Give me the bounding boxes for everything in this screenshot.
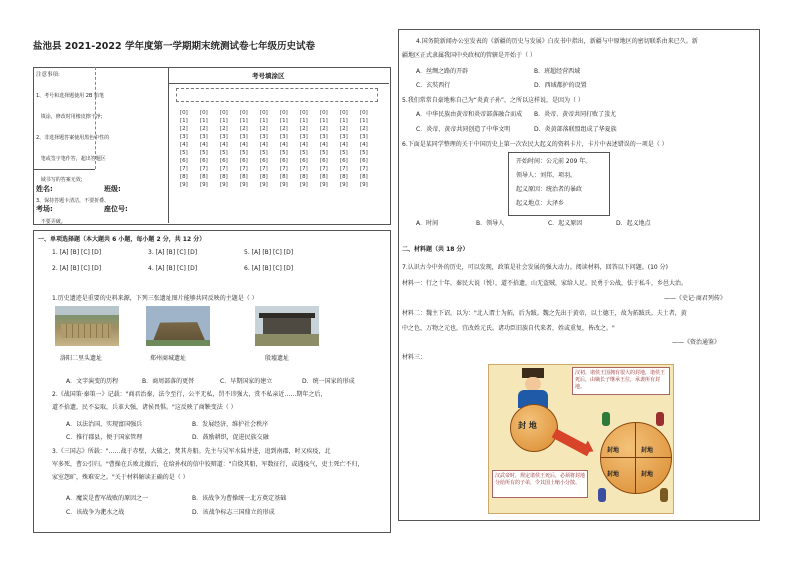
id-digit-column [220,109,228,189]
q3-option: C．该战争为淝水之战 [66,509,125,516]
answer-row[interactable]: 4. [A] [B] [C] [D] [148,265,198,272]
id-digit-bubble[interactable]: [5] [280,150,288,156]
id-digit-bubble[interactable]: [4] [240,142,248,148]
q4-option: A．丝绸之路的开辟 [416,68,469,75]
room-label: 考场: [36,205,53,213]
q3-option: A．魔炭是曹军战败的原因之一 [66,495,149,502]
id-digit-bubble[interactable]: [0] [320,110,328,116]
id-digit-bubble[interactable]: [3] [280,134,288,140]
id-digit-bubble[interactable]: [9] [240,182,248,188]
q3-line: 3.《三国志》所载："……战于赤壁，大破之，焚其舟船。先主与吴军水陆并进，追到南郡，时又疾疫，北 [52,448,331,455]
id-digit-bubble[interactable]: [2] [300,126,308,132]
q1-option: A．文字演变的历程 [66,378,119,385]
answer-row[interactable]: 6. [A] [B] [C] [D] [244,265,294,272]
section2-heading: 二、材料题（共 18 分） [402,246,469,253]
id-digit-bubble[interactable]: [4] [360,142,368,148]
id-area-title: 考号填涂区 [252,72,285,80]
id-digit-bubble[interactable]: [1] [340,118,348,124]
id-digit-bubble[interactable]: [3] [200,134,208,140]
photo-caption: 殷墟遗址 [265,355,290,362]
speech-bubble-top: 汉初，诸侯王国拥有很大的封地，诸侯王死后，由嫡长子继承王位，承袭所有封地。 [572,367,670,395]
id-digit-bubble[interactable]: [7] [340,166,348,172]
notes-line: 填涂，修改时用橡皮擦干净; [36,113,103,120]
id-digit-bubble[interactable]: [3] [300,134,308,140]
id-digit-bubble[interactable]: [5] [360,150,368,156]
id-digit-bubble[interactable]: [8] [180,174,188,180]
id-digit-bubble[interactable]: [7] [260,166,268,172]
q3-line: 家室怨旷，殊难安之。"关于材料解读正确的是（ ） [52,474,189,481]
id-digit-bubble[interactable]: [1] [360,118,368,124]
id-area-left-rule [168,67,170,223]
q4-line: 4.国务院新闻办公室发表的《新疆的历史与发展》白皮书中指出，新疆与中原地区的密切联系由来已久。新 [416,38,698,45]
q4-line: 疆地区正式隶属我国中央政权的管辖是开始于（ ） [402,52,536,59]
id-digit-bubble[interactable]: [4] [180,142,188,148]
small-fief-label: 封地 [641,447,654,454]
id-digit-bubble[interactable]: [7] [220,166,228,172]
yinxu-site-photo [255,306,319,346]
id-digit-bubble[interactable]: [6] [220,158,228,164]
q6-stem: 6.下面是某同学整理的关于中国历史上第一次农民大起义的资料卡片，卡片中表述错误的一项是（ ） [402,141,668,148]
q5-option: C．炎帝、黄帝共同创造了中华文明 [416,126,511,133]
q7-line: 材料三： [402,354,427,361]
id-digit-bubble[interactable]: [8] [320,174,328,180]
q4-option: D．西域都护的设置 [534,82,587,89]
seat-label: 座位号: [104,205,128,213]
id-digit-bubble[interactable]: [6] [240,158,248,164]
id-digit-bubble[interactable]: [8] [200,174,208,180]
id-digit-column [300,109,308,189]
notes-line: 1、考号和选择题使用 2B 铅笔 [36,92,104,99]
answer-row[interactable]: 1. [A] [B] [C] [D] [52,249,102,256]
id-digit-bubble[interactable]: [2] [260,126,268,132]
q3-line: 军多死，曹公引归。"曹操在兵败北撤后，在给孙权的信中狡辩道："自烧其船，军数征行，或遇疫气，吏士死亡不归， [52,461,364,468]
id-digit-bubble[interactable]: [4] [320,142,328,148]
q2-line: 道不拾遗，民不妄取，兵革大强，诸侯畏惧。"这反映了商鞅变法（ ） [52,404,237,411]
q1-stem: 1.历史遗迹是重要的史料来源，下列三张遗址图片能够共同反映的主题是（ ） [52,295,258,302]
answer-row[interactable]: 5. [A] [B] [C] [D] [244,249,294,256]
big-fief-label: 封 地 [518,421,537,430]
id-digit-bubble[interactable]: [0] [300,110,308,116]
name-label: 姓名: [36,185,53,193]
id-digit-bubble[interactable]: [9] [260,182,268,188]
id-digit-bubble[interactable]: [2] [220,126,228,132]
id-digit-bubble[interactable]: [2] [240,126,248,132]
q1-option: C．早期国家的建立 [220,378,273,385]
q5-option: D．炎黄部落联盟组成了华夏族 [534,126,617,133]
notes-line: 3、保持答题卡清洁，不要折叠、 [36,197,110,204]
q6-option: C．起义原因 [548,220,583,227]
id-digit-bubble[interactable]: [6] [320,158,328,164]
id-digit-column [260,109,268,189]
photo-caption: 郑州商城遗址 [150,355,187,362]
id-digit-bubble[interactable]: [3] [340,134,348,140]
id-digit-bubble[interactable]: [0] [280,110,288,116]
q6-card-line: 开始时间：公元前 209 年。 [516,158,592,165]
q4-option: B．班超经营西域 [534,68,581,75]
id-digit-bubble[interactable]: [9] [340,182,348,188]
q2-option: C．推行郡县，便于国家管理 [66,434,143,441]
q3-option: D．该战争标志三国鼎立的形成 [192,509,275,516]
small-fief-label: 封地 [607,447,620,454]
q6-card-line: 起义原因：统治者的暴政 [516,186,583,193]
id-digit-bubble[interactable]: [1] [320,118,328,124]
notes-line: 2、非选择题答案使用黑色中性的 [36,134,110,141]
id-digit-bubble[interactable]: [9] [300,182,308,188]
q6-card-line: 起义地点：大泽乡 [516,200,565,207]
id-digit-bubble[interactable]: [9] [180,182,188,188]
id-digit-bubble[interactable]: [8] [240,174,248,180]
id-digit-bubble[interactable]: [9] [280,182,288,188]
id-digit-bubble[interactable]: [7] [180,166,188,172]
id-digit-bubble[interactable]: [0] [200,110,208,116]
q6-card-line: 领导人：刘邦、项羽。 [516,172,577,179]
id-digit-bubble[interactable]: [1] [200,118,208,124]
q1-option: B．商周部落的更替 [142,378,195,385]
q7-line: 中之色，万物之元也，宜改姓元氏。诸功臣旧族自代来者，姓或重复，皆改之。" [402,325,615,332]
id-digit-bubble[interactable]: [5] [300,150,308,156]
q5-option: B．炎帝、黄帝共同打败了蚩尤 [534,111,617,118]
notes-line: 不要弄破。 [36,218,66,225]
id-digit-column [320,109,328,189]
id-digit-column [200,109,208,189]
id-digit-bubble[interactable]: [1] [260,118,268,124]
id-digit-column [240,109,248,189]
id-digit-bubble[interactable]: [3] [320,134,328,140]
small-fief-label: 封地 [607,471,620,478]
id-digit-bubble[interactable]: [2] [200,126,208,132]
id-digit-bubble[interactable]: [1] [300,118,308,124]
q7-line: 材料二：魏主下诏，以为："北人谓土为拓，后为跋。魏之先出于黄帝，以土德王，故为拓跋氏。夫土者，黄 [402,310,687,317]
id-digit-bubble[interactable]: [6] [300,158,308,164]
q3-option: B．该战争为曹操统一北方奠定基础 [192,495,287,502]
id-digit-bubble[interactable]: [0] [220,110,228,116]
id-digit-bubble[interactable]: [8] [280,174,288,180]
id-digit-bubble[interactable]: [0] [240,110,248,116]
erlitou-site-photo [55,306,119,346]
id-digit-bubble[interactable]: [4] [200,142,208,148]
id-digit-bubble[interactable]: [0] [180,110,188,116]
id-digit-bubble[interactable]: [4] [300,142,308,148]
id-digit-bubble[interactable]: [9] [200,182,208,188]
q1-option: D．统一国家的形成 [302,378,355,385]
id-write-row[interactable] [176,88,378,102]
q2-option: A．以法治国，实现富国强兵 [66,421,143,428]
exam-title: 盐池县 2021-2022 学年度第一学期期末统测试卷七年级历史试卷 [33,41,315,52]
id-digit-bubble[interactable]: [0] [260,110,268,116]
id-digit-bubble[interactable]: [6] [180,158,188,164]
q5-option: A．中华民族由黄帝和炎帝部落融合而成 [416,111,523,118]
id-digit-bubble[interactable]: [1] [220,118,228,124]
id-digit-bubble[interactable]: [5] [260,150,268,156]
id-digit-bubble[interactable]: [2] [280,126,288,132]
id-digit-bubble[interactable]: [4] [280,142,288,148]
q7-line: 7.认识古今中外的历史，可以发现，政策是社会发展的强大动力。阅读材料，回答以下问题。(10 分) [402,264,668,271]
id-digit-bubble[interactable]: [1] [180,118,188,124]
notes-heading: 注意事项: [36,72,60,78]
id-digit-column [280,109,288,189]
id-digit-bubble[interactable]: [7] [240,166,248,172]
id-digit-bubble[interactable]: [3] [180,134,188,140]
id-digit-bubble[interactable]: [7] [300,166,308,172]
id-digit-bubble[interactable]: [1] [280,118,288,124]
id-digit-bubble[interactable]: [3] [220,134,228,140]
id-digit-bubble[interactable]: [4] [260,142,268,148]
q7-source: ——《史记·商君列传》 [664,295,726,302]
id-digit-column [180,109,188,189]
q7-source: ——《资治通鉴》 [672,339,721,346]
id-digit-bubble[interactable]: [3] [240,134,248,140]
answer-row[interactable]: 3. [A] [B] [C] [D] [148,249,198,256]
id-digit-bubble[interactable]: [9] [220,182,228,188]
id-digit-bubble[interactable]: [2] [320,126,328,132]
id-digit-bubble[interactable]: [4] [340,142,348,148]
q5-stem: 5.我们常常自豪地称自己为“炎黄子孙”，之所以这样说，是因为（ ） [402,97,584,104]
q6-option: A．时间 [416,220,439,227]
id-digit-bubble[interactable]: [4] [220,142,228,148]
id-digit-bubble[interactable]: [0] [340,110,348,116]
id-digit-bubble[interactable]: [7] [280,166,288,172]
id-digit-bubble[interactable]: [8] [220,174,228,180]
id-digit-bubble[interactable]: [9] [320,182,328,188]
id-digit-bubble[interactable]: [5] [180,150,188,156]
speech-bubble-bottom: 汉武帝时，规定诸侯王死后，必须将封地分给所有的子弟，令其国土缩小分散。 [492,470,588,498]
id-digit-bubble[interactable]: [6] [360,158,368,164]
divided-fief-ball [600,422,672,494]
photo-caption: 洛阳二里头遗址 [60,355,103,362]
notes-line: 域书写的答案无效; [36,176,83,183]
id-digit-bubble[interactable]: [3] [260,134,268,140]
id-digit-bubble[interactable]: [1] [240,118,248,124]
zhengzhou-site-photo [146,306,210,346]
id-digit-bubble[interactable]: [6] [200,158,208,164]
id-digit-bubble[interactable]: [6] [260,158,268,164]
q4-option: C．玄奘西行 [416,82,451,89]
q6-option: B．领导人 [476,220,505,227]
id-digit-bubble[interactable]: [5] [200,150,208,156]
id-digit-bubble[interactable]: [3] [360,134,368,140]
id-digit-bubble[interactable]: [5] [220,150,228,156]
id-digit-bubble[interactable]: [2] [360,126,368,132]
id-digit-bubble[interactable]: [7] [360,166,368,172]
id-digit-bubble[interactable]: [5] [320,150,328,156]
q2-option: B．发展经济，维护社会秩序 [192,421,269,428]
id-digit-bubble[interactable]: [8] [360,174,368,180]
id-digit-bubble[interactable]: [8] [260,174,268,180]
id-digit-column [340,109,348,189]
class-label: 班级: [104,185,121,193]
section1-heading: 一、单项选择题（本大题共 6 小题，每小题 2 分，共 12 分） [38,236,206,243]
q6-option: D．起义地点 [616,220,651,227]
id-digit-bubble[interactable]: [6] [340,158,348,164]
id-digit-bubble[interactable]: [2] [340,126,348,132]
id-digit-bubble[interactable]: [5] [340,150,348,156]
id-digit-column [360,109,368,189]
q2-line: 2.《战国策·秦策一》记载："商君治秦，法令至行，公平无私，罚不讳强大，赏不私亲近……期年之后， [52,391,327,398]
id-digit-bubble[interactable]: [7] [200,166,208,172]
small-fief-label: 封地 [641,471,654,478]
id-digit-bubble[interactable]: [7] [320,166,328,172]
id-digit-bubble[interactable]: [0] [360,110,368,116]
q2-option: D．鼓励耕织，促进民族交融 [192,434,269,441]
id-digit-bubble[interactable]: [8] [300,174,308,180]
id-digit-bubble[interactable]: [9] [360,182,368,188]
notes-line: 笔或签字笔作答，超出答题区 [36,155,106,162]
id-digit-bubble[interactable]: [5] [240,150,248,156]
q7-line: 材料一：行之十年，秦民大说（悦），道不拾遗，山无盗贼，家给人足。民勇于公战，怯于私斗，乡邑大治。 [402,280,688,287]
answer-row[interactable]: 2. [A] [B] [C] [D] [52,265,102,272]
id-digit-bubble[interactable]: [6] [280,158,288,164]
id-digit-bubble[interactable]: [2] [180,126,188,132]
id-digit-bubble[interactable]: [8] [340,174,348,180]
